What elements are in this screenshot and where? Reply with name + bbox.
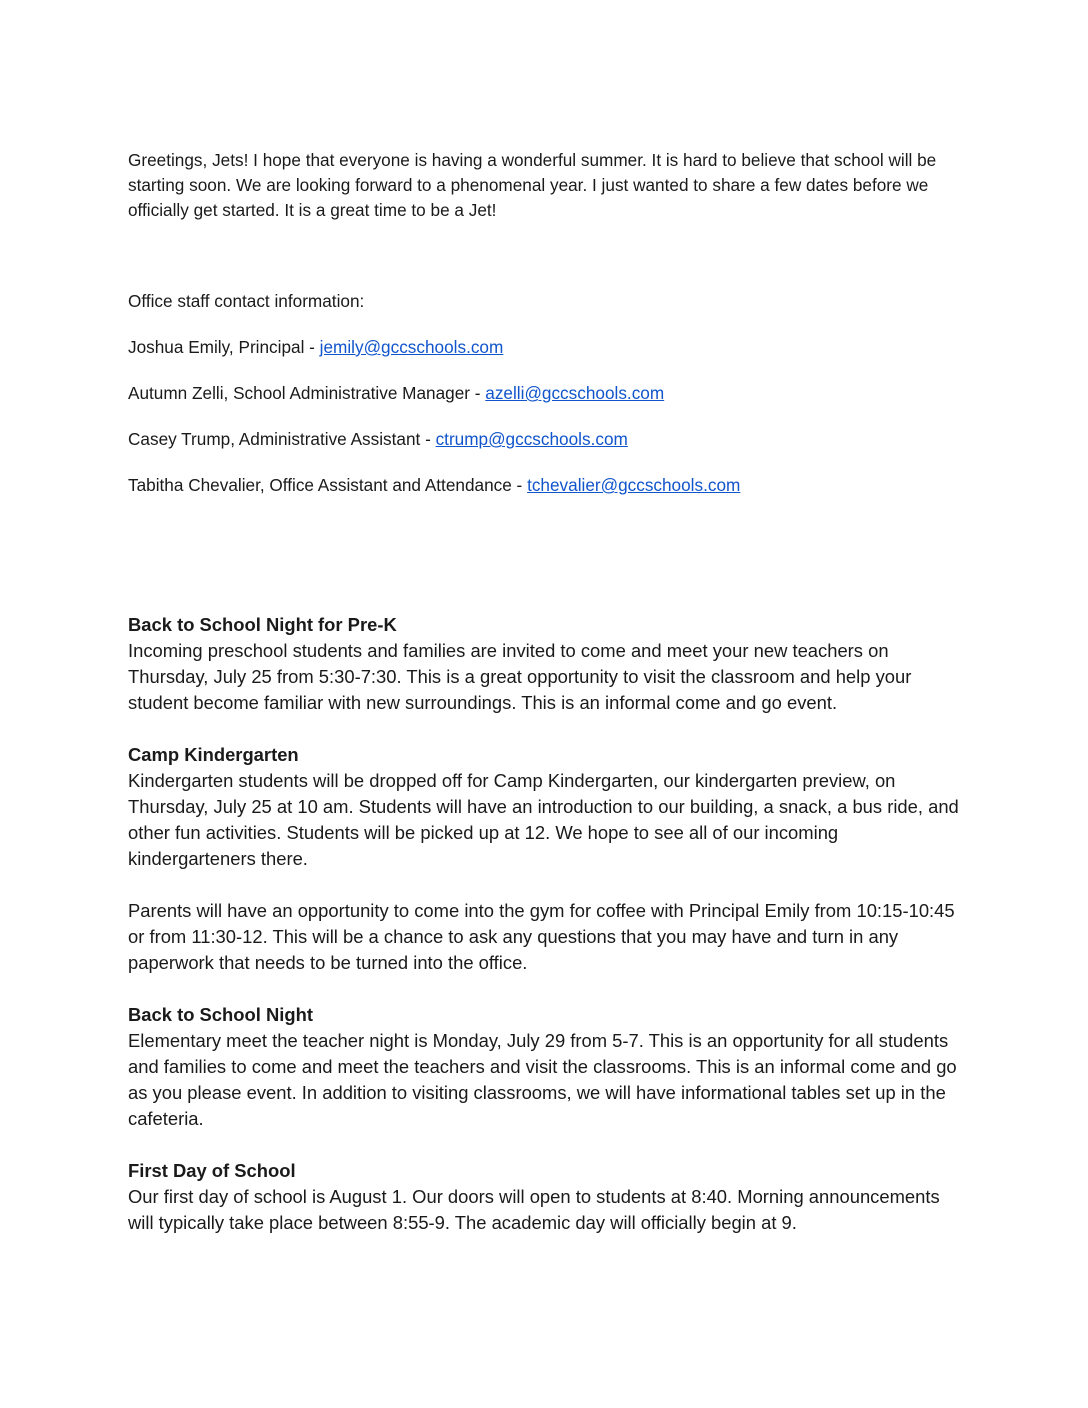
contact-item-manager	[128, 382, 968, 428]
prek-heading: Back to School Night for Pre-K	[128, 614, 397, 635]
contact-label: Joshua Emily, Principal -	[128, 337, 320, 357]
camp-paragraph: Kindergarten students will be dropped off for Camp Kindergarten, our kindergarten preview, on Thursday, July 25 at 10 am. Students will have an introduction to our building, a snack, a bus ride, and other fun activities. Students will be picked up at 12. We hope to see all of our incoming kindergarteners there.	[128, 770, 959, 869]
contact-label: Tabitha Chevalier, Office Assistant and Attendance -	[128, 475, 528, 495]
btsn-paragraph: Elementary meet the teacher night is Monday, July 29 from 5-7. This is an opportunity for all students and families to come and meet the teachers and visit the classrooms. This is an informal come and go as you please event. In addition to visiting classrooms, we will have informational tables set up in the cafeteria.	[128, 1030, 957, 1129]
contacts-heading: Office staff contact information:	[128, 291, 365, 311]
camp-parents-paragraph: Parents will have an opportunity to come into the gym for coffee with Principal Emily from 10:15-10:45 or from 11:30-12. This will be a chance to ask any questions that you may have and turn in any paperwork that needs to be turned into the office.	[128, 900, 955, 973]
contact-label: Casey Trump, Administrative Assistant -	[128, 429, 436, 449]
contact-item-principal	[128, 336, 968, 382]
camp-heading: Camp Kindergarten	[128, 744, 299, 765]
email-link-jemily[interactable]: jemily@gccschools.com	[319, 337, 504, 357]
email-link-ctrump[interactable]: ctrump@gccschools.com	[435, 429, 628, 449]
prek-paragraph: Incoming preschool students and families are invited to come and meet your new teachers on Thursday, July 25 from 5:30-7:30. This is a great opportunity to visit the classroom and help your student become familiar with new surroundings. This is an informal come and go event.	[128, 640, 912, 713]
email-link-azelli[interactable]: azelli@gccschools.com	[485, 383, 665, 403]
email-link-tchevalier[interactable]: tchevalier@gccschools.com	[527, 475, 741, 495]
first-day-heading: First Day of School	[128, 1160, 296, 1181]
btsn-heading: Back to School Night	[128, 1004, 313, 1025]
contact-label: Autumn Zelli, School Administrative Manager -	[128, 383, 486, 403]
intro-paragraph: Greetings, Jets! I hope that everyone is having a wonderful summer. It is hard to believe that school will be starting soon. We are looking forward to a phenomenal year. I just wanted to share a few dates before we officially get started. It is a great time to be a Jet!	[128, 150, 937, 220]
events-section	[128, 612, 968, 1236]
contact-item-assistant	[128, 428, 968, 474]
first-day-paragraph: Our first day of school is August 1. Our doors will open to students at 8:40. Morning announcements will typically take place between 8:55-9. The academic day will officially begin at 9.	[128, 1186, 940, 1233]
contact-item-attendance	[128, 474, 968, 520]
contact-section	[128, 290, 968, 520]
